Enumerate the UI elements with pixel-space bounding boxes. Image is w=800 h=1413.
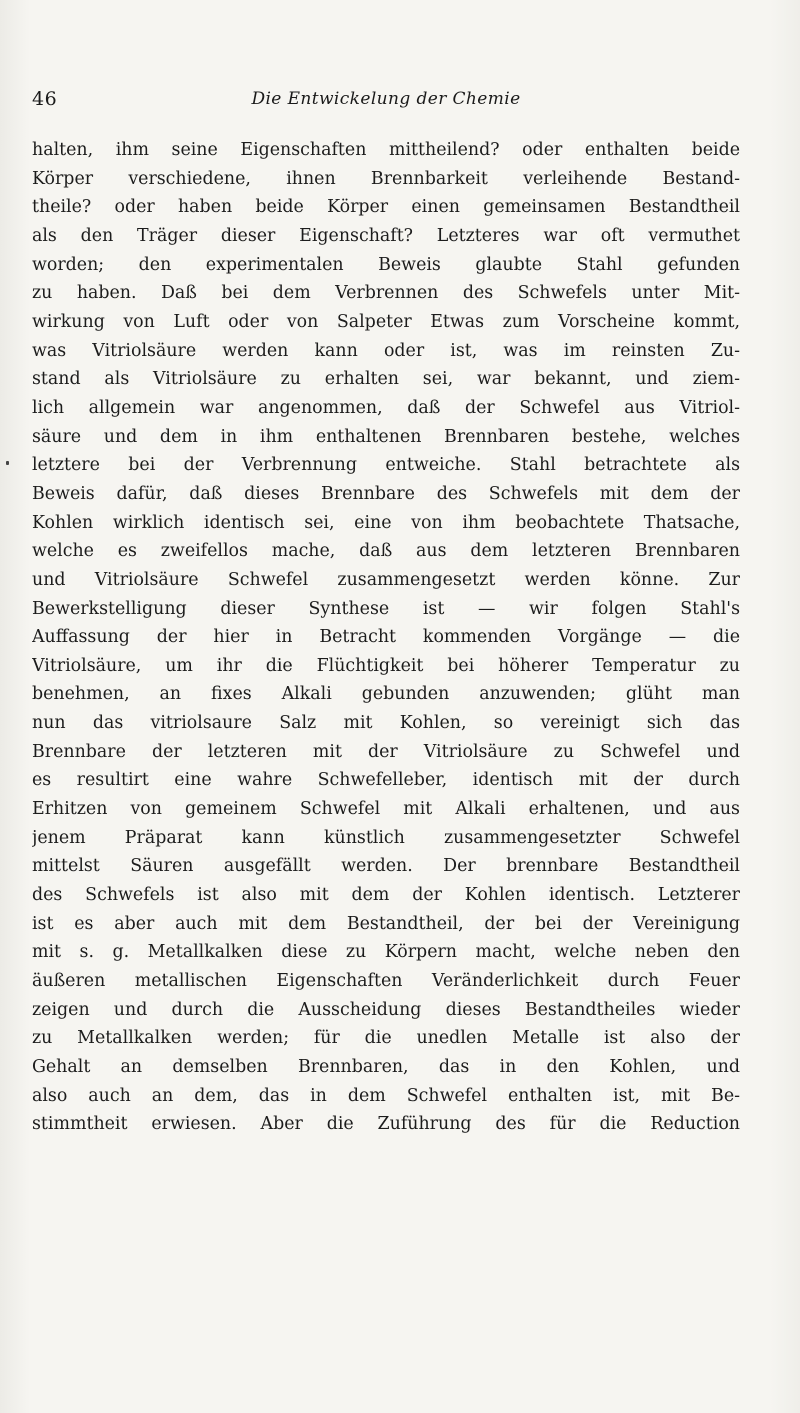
body-text (32, 136, 740, 1139)
text-line: Bewerkstelligung dieser Synthese ist — wir folgen Stahl's (32, 598, 740, 619)
text-line: säure und dem in ihm enthaltenen Brennbaren bestehe, welches (32, 426, 740, 447)
text-line: also auch an dem, das in dem Schwefel enthalten ist, mit Be- (32, 1085, 740, 1106)
text-line: Beweis dafür, daß dieses Brennbare des Schwefels mit dem der (32, 483, 740, 504)
text-line: jenem Präparat kann künstlich zusammengesetzter Schwefel (32, 827, 740, 848)
text-line: nun das vitriolsaure Salz mit Kohlen, so vereinigt sich das (32, 713, 740, 734)
page-number: 46 (32, 88, 58, 110)
text-line: letztere bei der Verbrennung entweiche. Stahl betrachtete als (32, 455, 740, 476)
running-title: Die Entwickelung der Chemie (251, 89, 521, 109)
text-line: lich allgemein war angenommen, daß der Schwefel aus Vitriol- (32, 397, 740, 418)
text-line: mittelst Säuren ausgefällt werden. Der brennbare Bestandtheil (32, 856, 740, 877)
text-line: Gehalt an demselben Brennbaren, das in den Kohlen, und (32, 1057, 740, 1077)
text-line: benehmen, an fixes Alkali gebunden anzuwenden; glüht man (32, 684, 740, 705)
text-line: Auffassung der hier in Betracht kommenden Vorgänge — die (32, 627, 740, 648)
text-line: Brennbare der letzteren mit der Vitriolsäure zu Schwefel und (32, 741, 740, 762)
text-line: theile? oder haben beide Körper einen gemeinsamen Bestandtheil (32, 197, 740, 218)
text-line: wirkung von Luft oder von Salpeter Etwas zum Vorscheine kommt, (32, 311, 740, 332)
text-line: halten, ihm seine Eigenschaften mittheilend? oder enthalten beide (32, 140, 740, 160)
text-line: worden; den experimentalen Beweis glaubte Stahl gefunden (32, 254, 740, 275)
text-line: zu Metallkalken werden; für die unedlen Metalle ist also der (32, 1028, 740, 1049)
text-line: was Vitriolsäure werden kann oder ist, was im reinsten Zu- (32, 340, 740, 361)
text-line: Körper verschiedene, ihnen Brennbarkeit verleihende Bestand- (32, 168, 740, 189)
text-line: äußeren metallischen Eigenschaften Veränderlichkeit durch Feuer (32, 971, 740, 992)
text-line: ist es aber auch mit dem Bestandtheil, der bei der Vereinigung (32, 913, 740, 934)
text-line: stimmtheit erwiesen. Aber die Zuführung des für die Reduction (32, 1114, 740, 1135)
text-line: welche es zweifellos mache, daß aus dem letzteren Brennbaren (32, 541, 740, 562)
text-line: als den Träger dieser Eigenschaft? Letzteres war oft vermuthet (32, 225, 740, 246)
text-line: Vitriolsäure, um ihr die Flüchtigkeit bei höherer Temperatur zu (32, 655, 740, 676)
text-line: es resultirt eine wahre Schwefelleber, identisch mit der durch (32, 770, 740, 791)
text-line: und Vitriolsäure Schwefel zusammengesetzt werden könne. Zur (32, 569, 740, 590)
text-line: zu haben. Daß bei dem Verbrennen des Schwefels unter Mit- (32, 283, 740, 304)
text-line: Erhitzen von gemeinem Schwefel mit Alkali erhaltenen, und aus (32, 799, 740, 820)
text-line: Kohlen wirklich identisch sei, eine von ihm beobachtete Thatsache, (32, 512, 740, 533)
margin-mark (6, 461, 9, 465)
page-header (32, 88, 740, 116)
text-line: stand als Vitriolsäure zu erhalten sei, war bekannt, und ziem- (32, 369, 740, 390)
text-line: mit s. g. Metallkalken diese zu Körpern macht, welche neben den (32, 942, 740, 963)
text-line: zeigen und durch die Ausscheidung dieses Bestandtheiles wieder (32, 999, 740, 1020)
text-line: des Schwefels ist also mit dem der Kohlen identisch. Letzterer (32, 885, 740, 906)
